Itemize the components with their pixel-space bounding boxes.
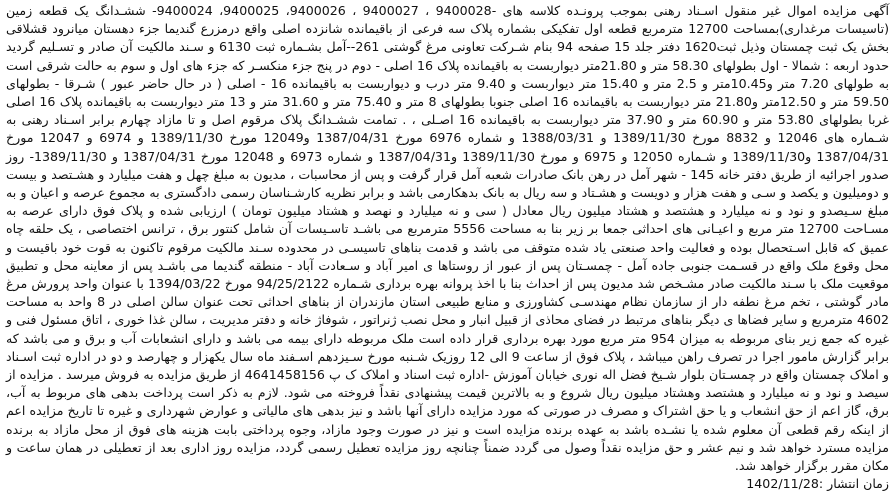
publish-date: زمان انتشار :1402/11/28 xyxy=(746,476,889,492)
notice-body-text: آگهی مزایده اموال غیر منقول اسـناد رهنی بموجب پرونـده کلاسه های -9400028 ، 9400027 ، 9400026، 9400025، 9400024- ششـدانگ یک قطعه زمین (تاسیسات مرغداری)بمساحت 12700 مترمربع قطعه اول تفکیکی بشماره پلاک سه فرعی از باقیمانده شانزده اصلی واقع درمزرع گندیما جزء دهستان میانرود قشلاقی بخش یک ثبت چمستان وذیل ثبت1620 دفتر جلد 15 صفحه 94 بنام شـرکت تعاونی مرغ گوشتی 261--آمل بشـماره ثبت 6130 و سـند مالکیت آن صادر و تسـلیم گردید حدود اربعه : شمالا - اول بطولهای 58.30 متر و 21.80متر دیواربست به باقیمانده پلاک 16 اصلی - دوم در پنج جزء منکسـر که جزء های اول و سوم به حالت شرقی است به طولهای 7.20 متر و10.45متر و 2.5 متر و 15.40 متر دیواربست و 9.40 متر درب و دیواربست به باقیمانده 16 - اصلی ( در حال حاضر عبور ) شـرقا - بطولهای 59.50 متر و 12.50متر و21.80 متر دیواربست به باقیمانده 16 اصلی جنوبا بطولهای 8 متر و 75.40 متر و 31.60 متر و 13 متر دیواربست به باقیمانده پلاک 16 اصلی غربا بطولهای 53.80 متر و 60.90 متر و 37.90 متر دیواربست به باقیمانده 16 اصـلی ، . تمامت ششـدانگ پلاک مرقوم اصل و تا مازاد چهارم برابر اسـناد رهنی به شـماره های 12046 و 8832 مورخ 1389/11/30 و 1388/03/31 و شماره 6976 مورخ 1387/04/31 و12049 مورخ 1389/11/30 و 6974 و 12047 مورخ 1387/04/31 و1389/11/30 و شـماره 12050 و 6975 و مورخ 1389/11/30 و1387/04/31 و شماره 6973 و 12048 مورخ 1387/04/31 و 1389/11/30- روز صدور اجرائیه از طریق دفتر خانه 145 - شهر آمل در رهن بانک صادرات شعبه آمل قرار گرفت و پس از محاسبات ، مدیون به مبلغ چهل و هفت میلیارد و هشـتصد و بیست و دومیلیون و یکصد و سـی و هفت هزار و دویست و هشـتاد و سه ریال به بانک بدهکارمی باشد و برابر نظریه کارشـناسان رسمی دادگستری به مجموع عرصه و اعیان و به مبلغ سـیصدو و نود و نه میلیارد و هشتصد و هشتاد میلیون ریال معادل ( سی و نه میلیارد و نهصد و هشتاد میلیون تومان ) ارزیابی شده و پلاک فوق دارای عرصه به مسـاحت 12700 متر مربع و اعیـانی های احداثی جمعا بر زیر بنا به مساحت 5556 مترمربع می باشـد تاسـیسات آن شامل کنتور برق ، ترانس اختصاصی ، یک حلقه چاه عمیق که قابل اسـتحصال بوده و فعالیت واحد صنعتی یاد شده متوقف می باشد و قدمت بناهای تاسیسـی در محدوده سـند مالکیت مرقوم تاکنون به قوت خود باقیست و محل وقوع ملک واقع در قسـمت جنوبی جاده آمل - چمسـتان پس از عبور از روستاها ی امیر آباد و سـعادت آباد - منطقه گندیما می باشـد پس از معاینه محل و تطبیق موقعیت ملک با سـند مالکیت صادر مشـخص شد مدیون پس از احداث بنا با اخذ پروانه بهره برداری شـماره 94/25/2122 مورخ 1394/03/22 با عنوان واحد پرورش مرغ مادر گوشتی ، تخم مرغ نطفه دار از سازمان نظام مهندسـی کشاورزی و منابع طبیعی استان مازندران از بناهای احداثی تحت عنوان سالن اصلی در 8 واحد به مساحت 4602 مترمربع و سایر فضاها ی دیگر بناهای مرتبط در فضای محاذی از قبیل انبار و محل نصب ژنراتور ، شوفاژ خانه و دفتر مدیریت ، سالن غذا خوری ، اتاق مسئول فنی و غیره که جمع زیر بنای مربوطه به میزان 954 متر مربع مورد بهره برداری قرار داده است ملک مربوطه دارای بیمه می باشد و دارای انشعابات آب و برق و می باشد که برابر گزارش مامور اجرا در تصرف راهن میباشد ، پلاک فوق از ساعت 9 الی 12 روزیک شـنبه مورخ سـیزدهم اسـفند ماه سال یکهزار و چهارصد و دو در اداره ثبت اسـناد و املاک چمستان واقع در چمسـتان بلوار شـیخ فضل اله نوری خیابان آموزش -اداره ثبت اسناد و املاک ک پ 4641458156 از طریق مزایده به فروش میرسد . مزایده از سیصد و نود و نه میلیارد و هشتصد وهشتاد میلیون ریال شروع و به بالاترین قیمت پیشنهادی نقداً فروخته می شود. لازم به ذکر است پرداخت بدهی های مربوط به آب، برق، گاز اعم از حق انشعاب و یا حق اشتراک و مصرف در صورتی که مورد مزایده دارای آنها باشد و نیز بدهی های مالیاتی و عوارض شهرداری و غیره تا تاریخ مزایده اعم از اینکه رقم قطعی آن معلوم شده یا نشـده باشد به عهده برنده مزایده است و نیز در صورت وجود مازاد، وجوه پرداختی بابت هزینه های فوق از محل مازاد به برنده مزایده مسترد خواهد شد و نیم عشر و حق مزایده نقداً وصول می گردد ضمناً چنانچه روز مزایده تعطیل رسمی گردد، مزایده روز اداری بعد از تعطیلی در همان ساعت و مکان مقرر برگزار خواهد شد. xyxy=(6,3,890,474)
